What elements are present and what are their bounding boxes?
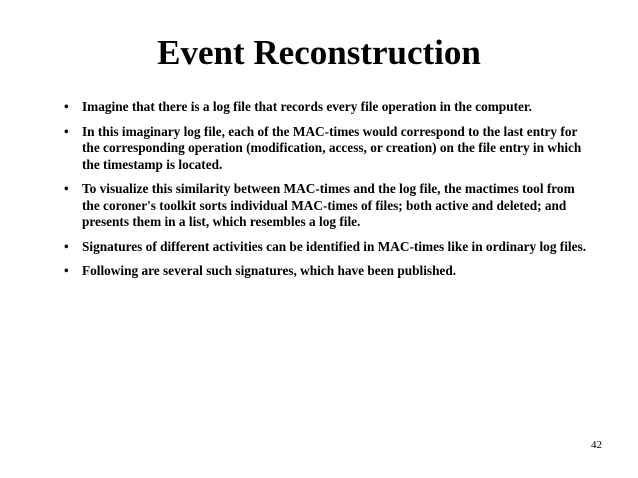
bullet-item (64, 263, 592, 280)
bullet-icon: • (64, 99, 69, 114)
bullet-text: Following are several such signatures, which have been published. (82, 263, 457, 278)
bullet-text: To visualize this similarity between MAC-times and the log file, the mactimes tool from the coroner's toolkit sorts individual MAC-times of files; both active and deleted; and presents them in a list, which resembles a log file. (82, 181, 575, 229)
bullet-icon: • (64, 123, 69, 139)
bullet-text: Imagine that there is a log file that records every file operation in the computer. (82, 99, 532, 114)
bullet-item (64, 181, 592, 231)
bullet-list (64, 99, 592, 288)
bullet-text: In this imaginary log file, each of the MAC-times would correspond to the last entry for the corresponding operation (modification, access, or creation) on the file entry in which the timestamp is located. (82, 123, 582, 172)
bullet-icon: • (64, 181, 69, 196)
bullet-item (64, 239, 592, 256)
bullet-icon: • (64, 263, 69, 278)
bullet-item (64, 124, 592, 174)
page-number: 42 (591, 439, 602, 451)
bullet-text: Signatures of different activities can be identified in MAC-times like in ordinary log files. (82, 238, 587, 254)
slide-title: Event Reconstruction (157, 33, 481, 72)
bullet-icon: • (64, 238, 69, 254)
bullet-item (64, 99, 592, 116)
